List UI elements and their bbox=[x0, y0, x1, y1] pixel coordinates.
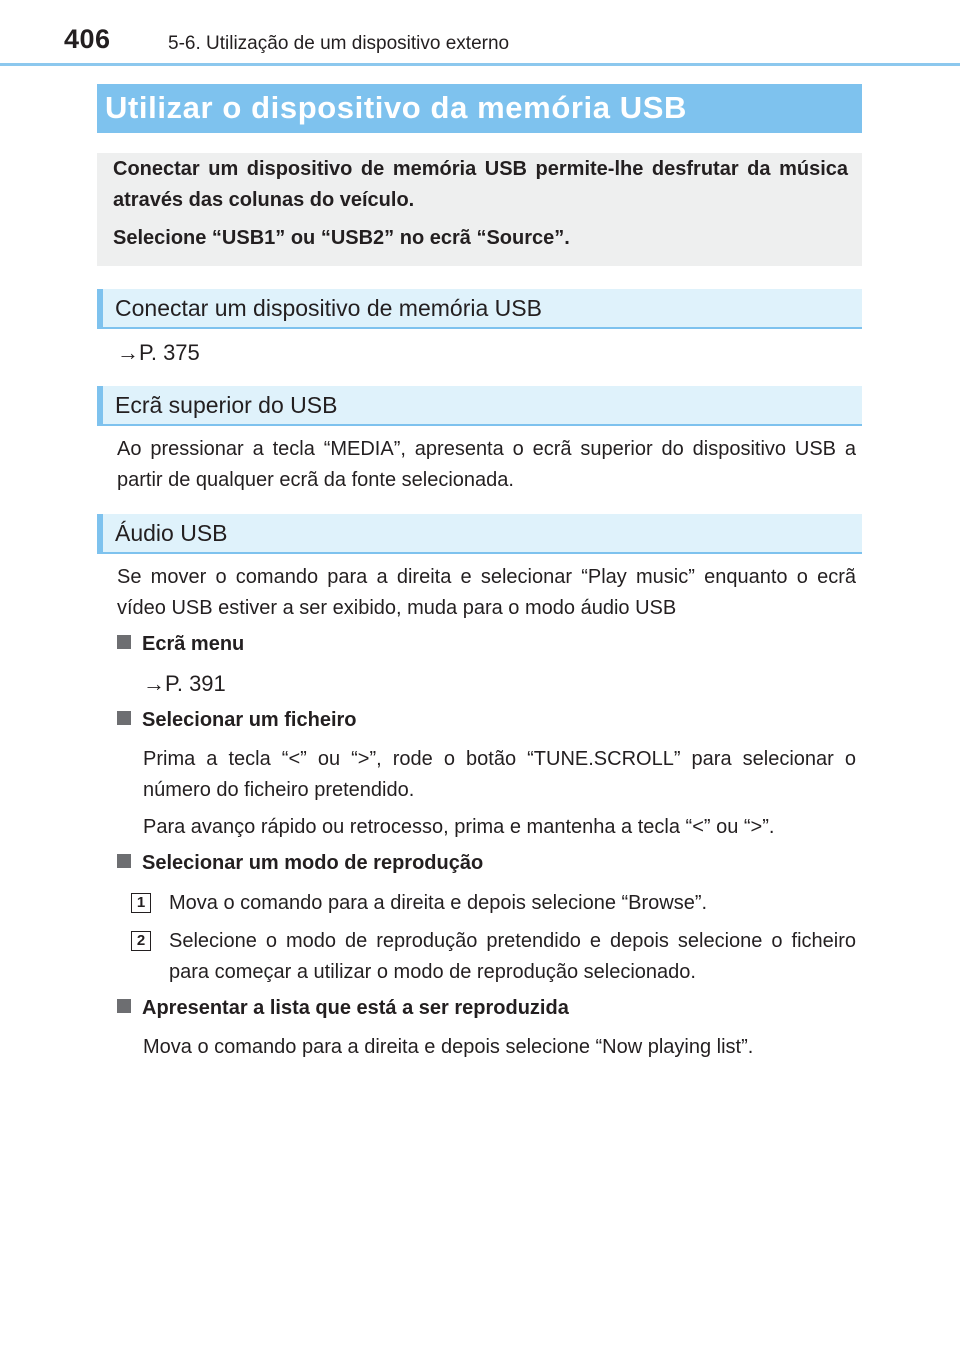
now-playing-text: Mova o comando para a direita e depois selecione “Now playing list”. bbox=[143, 1036, 754, 1058]
select-file-heading-label: Selecionar um ficheiro bbox=[142, 709, 357, 731]
intro-line-3: Selecione “USB1” ou “USB2” no ecrã “Source”. bbox=[113, 227, 570, 249]
menu-heading-label: Ecrã menu bbox=[142, 633, 245, 655]
square-bullet-icon bbox=[117, 711, 131, 725]
audio-text: Se mover o comando para a direita e selecionar “Play music” enquanto o ecrã vídeo USB estiver a ser exibido, muda para o modo áudio USB bbox=[117, 566, 856, 619]
intro-box bbox=[97, 153, 862, 266]
step-2-text: Selecione o modo de reprodução pretendido e depois selecione o ficheiro para começar a utilizar o modo de reprodução selecionado. bbox=[169, 930, 856, 983]
step-number-1: 1 bbox=[131, 893, 151, 913]
select-file-heading bbox=[117, 709, 357, 732]
header-divider bbox=[0, 63, 960, 66]
top-screen-text: Ao pressionar a tecla “MEDIA”, apresenta o ecrã superior do dispositivo USB a partir de qualquer ecrã da fonte selecionada. bbox=[117, 438, 856, 491]
section-top-screen-title: Ecrã superior do USB bbox=[115, 392, 338, 418]
step-1-text: Mova o comando para a direita e depois selecione “Browse”. bbox=[169, 892, 708, 914]
section-audio-title: Áudio USB bbox=[115, 520, 228, 546]
connect-page-ref[interactable]: →P. 375 bbox=[117, 340, 200, 365]
play-mode-heading bbox=[117, 852, 483, 875]
section-connect-bar bbox=[97, 289, 862, 329]
now-playing-heading bbox=[117, 997, 569, 1020]
select-file-text-2: Para avanço rápido ou retrocesso, prima e mantenha a tecla “<” ou “>”. bbox=[143, 816, 775, 838]
square-bullet-icon bbox=[117, 999, 131, 1013]
step-number-2: 2 bbox=[131, 931, 151, 951]
section-audio-bar bbox=[97, 514, 862, 554]
main-title-bar bbox=[97, 84, 862, 133]
chapter-title: 5-6. Utilização de um dispositivo externo bbox=[168, 33, 510, 54]
main-title: Utilizar o dispositivo da memória USB bbox=[105, 90, 688, 125]
intro-line-2: através das colunas do veículo. bbox=[113, 189, 415, 211]
section-connect-title: Conectar um dispositivo de memória USB bbox=[115, 295, 542, 321]
now-playing-heading-label: Apresentar a lista que está a ser reproduzida bbox=[142, 997, 569, 1019]
intro-line-1: Conectar um dispositivo de memória USB permite-lhe desfrutar da música bbox=[113, 158, 848, 180]
page-header bbox=[0, 0, 960, 66]
square-bullet-icon bbox=[117, 635, 131, 649]
menu-heading bbox=[117, 633, 244, 656]
section-top-screen-bar bbox=[97, 386, 862, 426]
menu-page-ref[interactable]: →P. 391 bbox=[143, 671, 226, 696]
page-number: 406 bbox=[64, 24, 111, 54]
square-bullet-icon bbox=[117, 854, 131, 868]
select-file-text-1: Prima a tecla “<” ou “>”, rode o botão “TUNE.SCROLL” para selecionar o número do ficheiro pretendido. bbox=[143, 748, 856, 801]
play-mode-heading-label: Selecionar um modo de reprodução bbox=[142, 852, 484, 874]
